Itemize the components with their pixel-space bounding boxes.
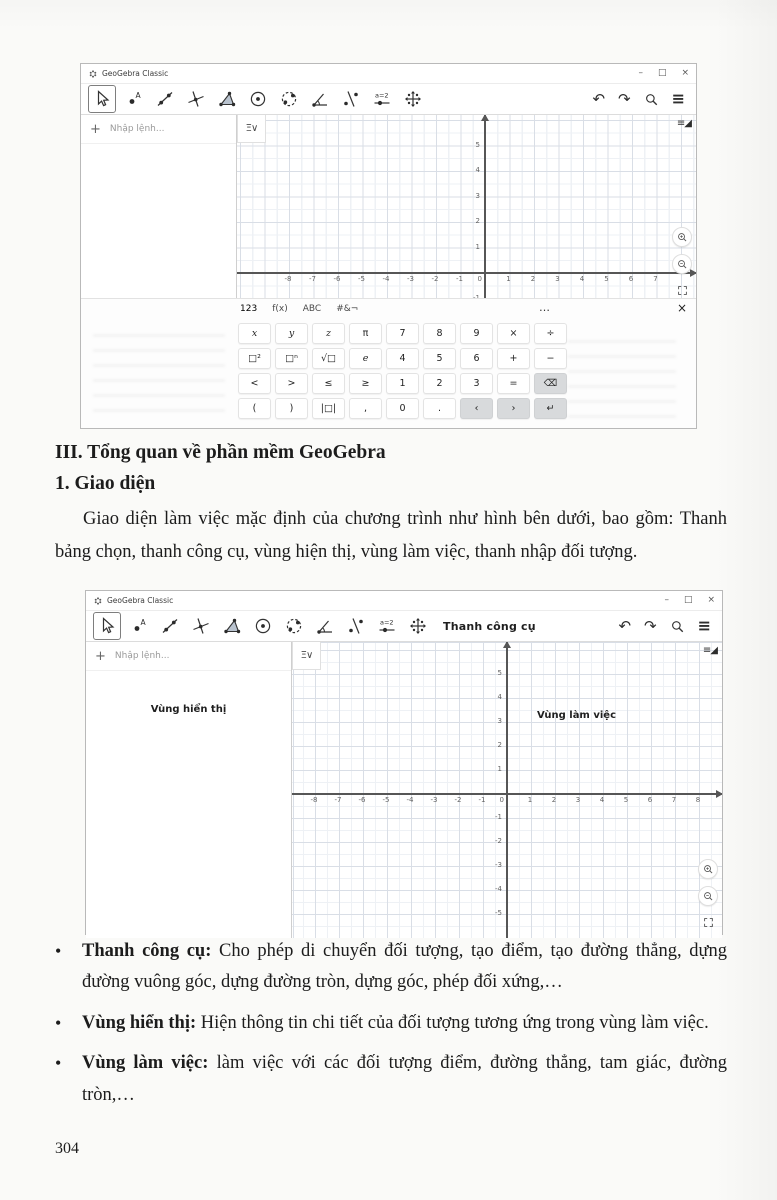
x-tick-label: -7 <box>334 796 342 804</box>
maximize-button[interactable]: □ <box>683 595 693 605</box>
y-tick-label: 3 <box>497 717 502 725</box>
menu-icon[interactable]: ≡ <box>697 616 711 635</box>
keyboard-key[interactable]: ↵ <box>534 398 567 419</box>
y-tick-label: 5 <box>475 140 480 149</box>
window-body <box>86 641 722 938</box>
y-tick-label: 1 <box>475 242 480 251</box>
x-tick-label: -5 <box>358 275 365 283</box>
keyboard-key[interactable]: ÷ <box>534 323 567 344</box>
perpendicular-lines-tool-icon[interactable] <box>188 613 214 639</box>
x-tick-label: -6 <box>358 796 366 804</box>
geogebra-logo-icon <box>88 69 98 79</box>
geogebra-window-top <box>80 63 697 429</box>
slider-tool-icon[interactable] <box>369 86 395 112</box>
fullscreen-icon[interactable] <box>699 913 717 931</box>
y-tick-label: -4 <box>495 885 502 893</box>
feature-list <box>55 936 727 1120</box>
polygon-tool-icon[interactable] <box>214 86 240 112</box>
window-title: GeoGebra Classic <box>102 69 169 78</box>
list-item <box>55 1048 727 1111</box>
geogebra-logo-icon <box>93 596 103 606</box>
keyboard-key[interactable]: ) <box>275 398 308 419</box>
toolbar-right <box>618 618 715 634</box>
x-tick-label: -8 <box>310 796 318 804</box>
keyboard-key[interactable]: 4 <box>386 348 419 369</box>
x-tick-label: 4 <box>579 275 585 283</box>
x-tick-label: 2 <box>530 275 536 283</box>
keyboard-close-button[interactable]: × <box>676 301 687 315</box>
x-tick-label: 3 <box>555 275 560 283</box>
keyboard-tab-fx[interactable]: f(x) <box>272 304 288 314</box>
x-tick-label: 0 <box>499 796 504 804</box>
graph-zoom-controls <box>698 859 718 931</box>
x-tick-label: 5 <box>623 796 629 804</box>
y-tick-label: -5 <box>495 909 502 917</box>
x-tick-label: 1 <box>506 275 511 283</box>
scan-bleed-artifact <box>568 340 676 418</box>
toolbar-right <box>592 91 689 107</box>
minimize-button[interactable]: – <box>664 595 669 605</box>
circle-with-center-tool-icon[interactable] <box>250 613 276 639</box>
slider-tool-icon[interactable] <box>374 613 400 639</box>
y-axis <box>506 642 508 938</box>
keyboard-key[interactable]: 3 <box>460 373 493 394</box>
x-tick-label: 2 <box>551 796 557 804</box>
y-tick-label: 2 <box>475 217 480 225</box>
x-tick-label: -7 <box>309 275 316 283</box>
x-tick-label: -2 <box>454 796 462 804</box>
intro-paragraph: Giao diện làm việc mặc định của chương trình như hình bên dưới, bao gồm: Thanh bảng chọn, thanh công cụ, vùng hiện thị, vùng làm việc, thanh nhập đối tượng. <box>55 509 727 562</box>
keyboard-tab-[interactable]: #&¬ <box>336 304 359 314</box>
bullet-icon: • <box>55 1053 62 1074</box>
keyboard-key[interactable]: › <box>497 398 530 419</box>
x-tick-label: 0 <box>477 275 482 283</box>
y-tick-label: -1 <box>495 813 502 821</box>
geogebra-window-bottom <box>85 590 723 935</box>
circle-with-center-tool-icon[interactable] <box>245 86 271 112</box>
point-tool-icon[interactable] <box>121 86 147 112</box>
compass-circle-tool-icon[interactable] <box>276 86 302 112</box>
menu-icon[interactable]: ≡ <box>671 89 685 108</box>
window-controls <box>638 69 689 78</box>
toolbar <box>86 611 722 641</box>
bullet-label: Vùng làm việc: <box>82 1053 209 1074</box>
keyboard-key[interactable]: 8 <box>423 323 456 344</box>
move-graphics-tool-icon[interactable] <box>400 86 426 112</box>
close-button[interactable]: × <box>707 595 715 605</box>
zoom-out-icon[interactable] <box>698 886 718 906</box>
fullscreen-icon[interactable] <box>673 281 691 299</box>
graph-zoom-controls <box>672 227 692 299</box>
redo-icon[interactable]: ↷ <box>644 616 657 635</box>
keyboard-toggle-icon[interactable]: Ξ∨ <box>292 642 321 670</box>
keyboard-key[interactable]: × <box>497 323 530 344</box>
x-tick-label: -4 <box>382 275 390 283</box>
keyboard-key[interactable]: x <box>238 323 271 344</box>
x-tick-label: -6 <box>333 275 341 283</box>
toolbar-caption: Thanh công cụ <box>443 619 536 633</box>
keyboard-key[interactable]: > <box>275 373 308 394</box>
x-tick-label: 6 <box>647 796 653 804</box>
maximize-button[interactable]: □ <box>657 68 667 78</box>
x-tick-label: 8 <box>695 796 701 804</box>
bullet-text: làm việc với các đối tượng điểm, đường thẳng, tam giác, đường tròn,… <box>82 1053 727 1105</box>
x-tick-label: -3 <box>430 796 438 804</box>
move-cursor-tool-icon[interactable] <box>93 612 121 640</box>
x-axis <box>237 272 696 274</box>
work-area-label: Vùng làm việc <box>537 710 616 721</box>
keyboard-key[interactable]: |□| <box>312 398 345 419</box>
stylebar-toggle-icon[interactable]: ≡◢ <box>702 645 717 656</box>
list-item <box>55 1008 727 1039</box>
graphics-view[interactable] <box>237 115 696 303</box>
y-axis <box>484 115 486 303</box>
x-tick-label: 7 <box>671 796 677 804</box>
y-tick-label: -2 <box>495 837 502 845</box>
toolbar <box>81 84 696 114</box>
keyboard-key[interactable]: 7 <box>386 323 419 344</box>
section-text <box>55 442 727 569</box>
keyboard-key[interactable]: 2 <box>423 373 456 394</box>
x-tick-label: 1 <box>527 796 533 804</box>
keyboard-key[interactable]: ≥ <box>349 373 382 394</box>
bullet-text: Cho phép di chuyển đối tượng, tạo điểm, tạo đường thẳng, dựng đường vuông góc, dựng đường tròn, dựng góc, phép đối xứng,… <box>82 941 727 993</box>
svg-text:A: A <box>135 91 141 100</box>
keyboard-key[interactable]: ‹ <box>460 398 493 419</box>
keyboard-tabs <box>240 304 358 314</box>
polygon-tool-icon[interactable] <box>219 613 245 639</box>
keyboard-keys <box>238 323 567 419</box>
move-graphics-tool-icon[interactable] <box>405 613 431 639</box>
stylebar-toggle-icon[interactable]: ≡◢ <box>676 118 691 129</box>
list-item <box>55 936 727 999</box>
compass-circle-tool-icon[interactable] <box>281 613 307 639</box>
svg-text:a=2: a=2 <box>380 618 394 627</box>
window-controls <box>664 596 715 605</box>
line-tool-icon[interactable] <box>152 86 178 112</box>
y-tick-label: 4 <box>497 693 502 701</box>
search-icon[interactable] <box>670 619 685 634</box>
bullet-icon: • <box>55 1012 62 1033</box>
angle-tool-icon[interactable] <box>307 86 333 112</box>
keyboard-key[interactable]: + <box>497 348 530 369</box>
x-tick-label: 6 <box>628 275 634 283</box>
add-icon[interactable]: + <box>95 648 106 664</box>
keyboard-key[interactable]: □ⁿ <box>275 348 308 369</box>
minimize-button[interactable]: – <box>638 68 643 78</box>
keyboard-key[interactable]: < <box>238 373 271 394</box>
point-tool-icon[interactable] <box>126 613 152 639</box>
input-row <box>81 115 236 144</box>
keyboard-key[interactable]: = <box>497 373 530 394</box>
titlebar <box>81 64 696 84</box>
x-tick-label: -5 <box>382 796 390 804</box>
keyboard-key[interactable]: 1 <box>386 373 419 394</box>
keyboard-key[interactable]: 0 <box>386 398 419 419</box>
svg-text:A: A <box>140 618 146 627</box>
undo-icon[interactable]: ↶ <box>592 89 606 108</box>
input-row <box>86 642 291 671</box>
zoom-in-icon[interactable] <box>672 227 692 247</box>
bullet-text: Hiện thông tin chi tiết của đối tượng tương ứng trong vùng làm việc. <box>196 1012 709 1033</box>
keyboard-key[interactable]: ≤ <box>312 373 345 394</box>
x-tick-label: -1 <box>478 796 486 804</box>
zoom-out-icon[interactable] <box>672 254 692 274</box>
keyboard-key[interactable]: π <box>349 323 382 344</box>
add-icon[interactable]: + <box>90 121 101 137</box>
line-through-points-tool-icon[interactable] <box>343 613 369 639</box>
display-pane-label: Vùng hiển thị <box>150 704 227 715</box>
window-body <box>81 114 696 303</box>
bullet-icon: • <box>55 941 62 961</box>
algebra-panel <box>81 115 237 303</box>
keyboard-key[interactable]: □² <box>238 348 271 369</box>
subsection-heading: 1. Giao diện <box>55 473 156 494</box>
x-tick-label: 3 <box>575 796 581 804</box>
x-tick-label: -2 <box>431 275 439 283</box>
keyboard-tab-123[interactable]: 123 <box>240 304 258 314</box>
svg-text:a=2: a=2 <box>375 91 389 100</box>
keyboard-key[interactable]: y <box>275 323 308 344</box>
redo-icon[interactable]: ↷ <box>618 89 631 108</box>
keyboard-key[interactable]: e <box>349 348 382 369</box>
move-cursor-tool-icon[interactable] <box>88 85 116 113</box>
y-tick-label: 3 <box>475 191 480 200</box>
perpendicular-lines-tool-icon[interactable] <box>183 86 209 112</box>
graphics-view[interactable] <box>292 642 722 938</box>
keyboard-key[interactable]: 6 <box>460 348 493 369</box>
keyboard-key[interactable]: 5 <box>423 348 456 369</box>
y-tick-label: 1 <box>497 765 502 773</box>
keyboard-key[interactable]: ( <box>238 398 271 419</box>
y-tick-label: 2 <box>497 741 502 749</box>
y-tick-label: 5 <box>497 669 502 677</box>
section-heading: III. Tổng quan về phần mềm GeoGebra <box>55 442 386 463</box>
keyboard-toggle-icon[interactable]: Ξ∨ <box>237 115 266 143</box>
keyboard-key[interactable]: ⌫ <box>534 373 567 394</box>
keyboard-key[interactable]: , <box>349 398 382 419</box>
x-tick-label: 4 <box>599 796 605 804</box>
keyboard-key[interactable]: 9 <box>460 323 493 344</box>
close-button[interactable]: × <box>681 68 689 78</box>
keyboard-tab-abc[interactable]: ABC <box>302 304 322 314</box>
x-tick-label: -1 <box>456 275 463 283</box>
y-tick-label: -3 <box>495 861 502 869</box>
x-tick-label: 5 <box>604 275 609 283</box>
window-title: GeoGebra Classic <box>107 596 174 605</box>
algebra-panel <box>86 642 292 938</box>
titlebar <box>86 591 722 611</box>
search-icon[interactable] <box>644 92 659 107</box>
x-tick-label: -4 <box>406 796 414 804</box>
angle-tool-icon[interactable] <box>312 613 338 639</box>
keyboard-key[interactable]: − <box>534 348 567 369</box>
x-tick-label: 7 <box>653 275 658 283</box>
y-tick-label: 4 <box>475 166 480 174</box>
x-tick-label: -8 <box>284 275 292 283</box>
undo-icon[interactable]: ↶ <box>618 616 632 635</box>
page-number: 304 <box>55 1140 79 1157</box>
bullet-label: Vùng hiển thị: <box>82 1012 197 1033</box>
bullet-label: Thanh công cụ: <box>82 941 212 961</box>
line-through-points-tool-icon[interactable] <box>338 86 364 112</box>
zoom-in-icon[interactable] <box>698 859 718 879</box>
command-input[interactable]: Nhập lệnh... <box>109 124 165 134</box>
x-tick-label: -3 <box>407 275 414 283</box>
virtual-keyboard <box>81 298 696 428</box>
scan-bleed-artifact <box>93 334 225 420</box>
keyboard-more-button[interactable]: … <box>539 301 551 314</box>
keyboard-key[interactable]: z <box>312 323 345 344</box>
keyboard-key[interactable]: √□ <box>312 348 345 369</box>
keyboard-key[interactable]: . <box>423 398 456 419</box>
command-input[interactable]: Nhập lệnh... <box>114 651 170 661</box>
line-tool-icon[interactable] <box>157 613 183 639</box>
